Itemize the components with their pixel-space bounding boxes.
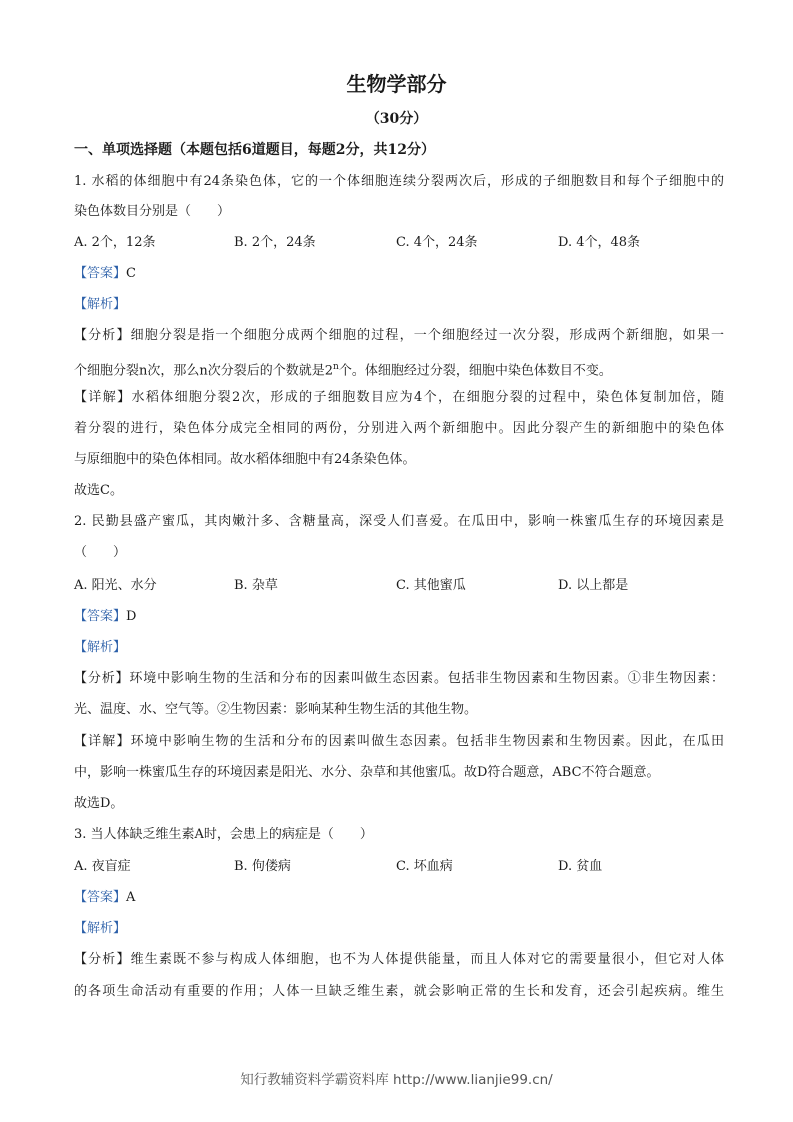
page-title: 生物学部分 [346,72,447,96]
q1-stem-line2: 染色体数目分别是（ ） [74,204,231,219]
q2-fenxi-line2: 光、温度、水、空气等。②生物因素：影响某种生物生活的其他生物。 [74,702,478,717]
q2-option-a: A. 阳光、水分 [74,578,157,593]
q3-fenxi-line1 [74,950,724,970]
q2-option-d: D. 以上都是 [558,578,629,593]
q2-conclusion: 故选D。 [74,796,124,811]
q1-detail-line1 [74,388,724,408]
fenxi-tag: 【分析】 [74,671,130,686]
q2-option-c: C. 其他蜜瓜 [396,578,466,593]
fenxi-text-a: 个细胞分裂n次，那么n次分裂后的个数就是2 [74,363,334,379]
detail-tag: 【详解】 [74,390,132,405]
q1-option-d: D. 4个，48条 [558,235,641,250]
q3-option-a: A. 夜盲症 [74,859,131,874]
footer-watermark: 知行教辅资料学霸资料库 http://www.lianjie99.cn/ [240,1072,553,1088]
q3-option-b: B. 佝偻病 [234,859,291,874]
fenxi-text-b: 个。体细胞经过分裂，细胞中染色体数目不变。 [338,363,612,379]
q2-stem-line1: 2. 民勤县盛产蜜瓜，其肉嫩汁多、含糖量高，深受人们喜爱。在瓜田中，影响一株蜜瓜生存的环境因素是 [74,514,724,529]
fenxi-superscript: n [333,362,339,372]
q1-stem-line1: 1. 水稻的体细胞中有24条染色体，它的一个体细胞连续分裂两次后，形成的子细胞数目和每个子细胞中的 [74,174,724,189]
q2-options [74,576,724,596]
q2-option-b: B. 杂草 [234,578,278,593]
fenxi-tag: 【分析】 [74,328,131,343]
answer-value: A [126,890,136,905]
q3-analysis-tag: 【解析】 [74,921,127,936]
q1-option-a: A. 2个，12条 [74,235,156,250]
q2-answer [74,607,724,627]
answer-value: C [126,266,136,281]
q1-answer [74,264,724,284]
fenxi-text: 环境中影响生物的生活和分布的因素叫做生态因素。包括非生物因素和生物因素。①非生物因素： [129,671,724,686]
q1-fenxi-line1 [74,326,724,346]
q2-analysis-tag: 【解析】 [74,640,127,655]
fenxi-text: 维生素既不参与构成人体细胞，也不为人体提供能量，而且人体对它的需要量很小，但它对人体 [130,952,724,967]
detail-text: 环境中影响生物的生活和分布的因素叫做生态因素。包括非生物因素和生物因素。因此，在瓜田 [130,734,724,749]
q1-option-b: B. 2个，24条 [234,235,316,250]
fenxi-tag: 【分析】 [74,952,131,967]
q1-options [74,233,724,253]
q1-analysis-tag: 【解析】 [74,297,127,312]
q3-stem-line1: 3. 当人体缺乏维生素A时，会患上的病症是（ ） [74,827,373,842]
detail-tag: 【详解】 [74,734,131,749]
q3-option-c: C. 坏血病 [396,859,453,874]
fenxi-text: 细胞分裂是指一个细胞分成两个细胞的过程，一个细胞经过一次分裂，形成两个新细胞，如果一 [130,328,724,343]
q1-detail-line2: 着分裂的进行，染色体分成完全相同的两份，分别进入两个新细胞中。因此分裂产生的新细胞中的染色体 [74,421,724,436]
q3-answer [74,888,724,908]
q3-fenxi-line2: 的各项生命活动有重要的作用；人体一旦缺乏维生素，就会影响正常的生长和发育，还会引起疾病。维生 [74,984,724,999]
q2-detail-line2: 中，影响一株蜜瓜生存的环境因素是阳光、水分、杂草和其他蜜瓜。故D符合题意，ABC不符合题意。 [74,765,660,780]
section-heading: 一、单项选择题（本题包括6道题目，每题2分，共12分） [74,142,435,158]
page-subtitle: （30分） [365,111,428,127]
q2-detail-line1 [74,732,724,752]
q1-conclusion: 故选C。 [74,483,123,498]
q2-fenxi-line1 [74,669,724,689]
q1-detail-line3: 与原细胞中的染色体相同。故水稻体细胞中有24条染色体。 [74,452,416,467]
q1-fenxi-line2 [74,357,724,381]
q3-options [74,857,724,877]
q3-option-d: D. 贫血 [558,859,603,874]
detail-text: 水稻体细胞分裂2次，形成的子细胞数目应为4个，在细胞分裂的过程中，染色体复制加倍，随 [131,390,724,405]
q1-option-c: C. 4个，24条 [396,235,478,250]
answer-value: D [126,609,137,624]
answer-tag: 【答案】 [74,609,127,624]
q2-stem-line2: （ ） [74,545,127,560]
answer-tag: 【答案】 [74,890,127,905]
answer-tag: 【答案】 [74,266,127,281]
